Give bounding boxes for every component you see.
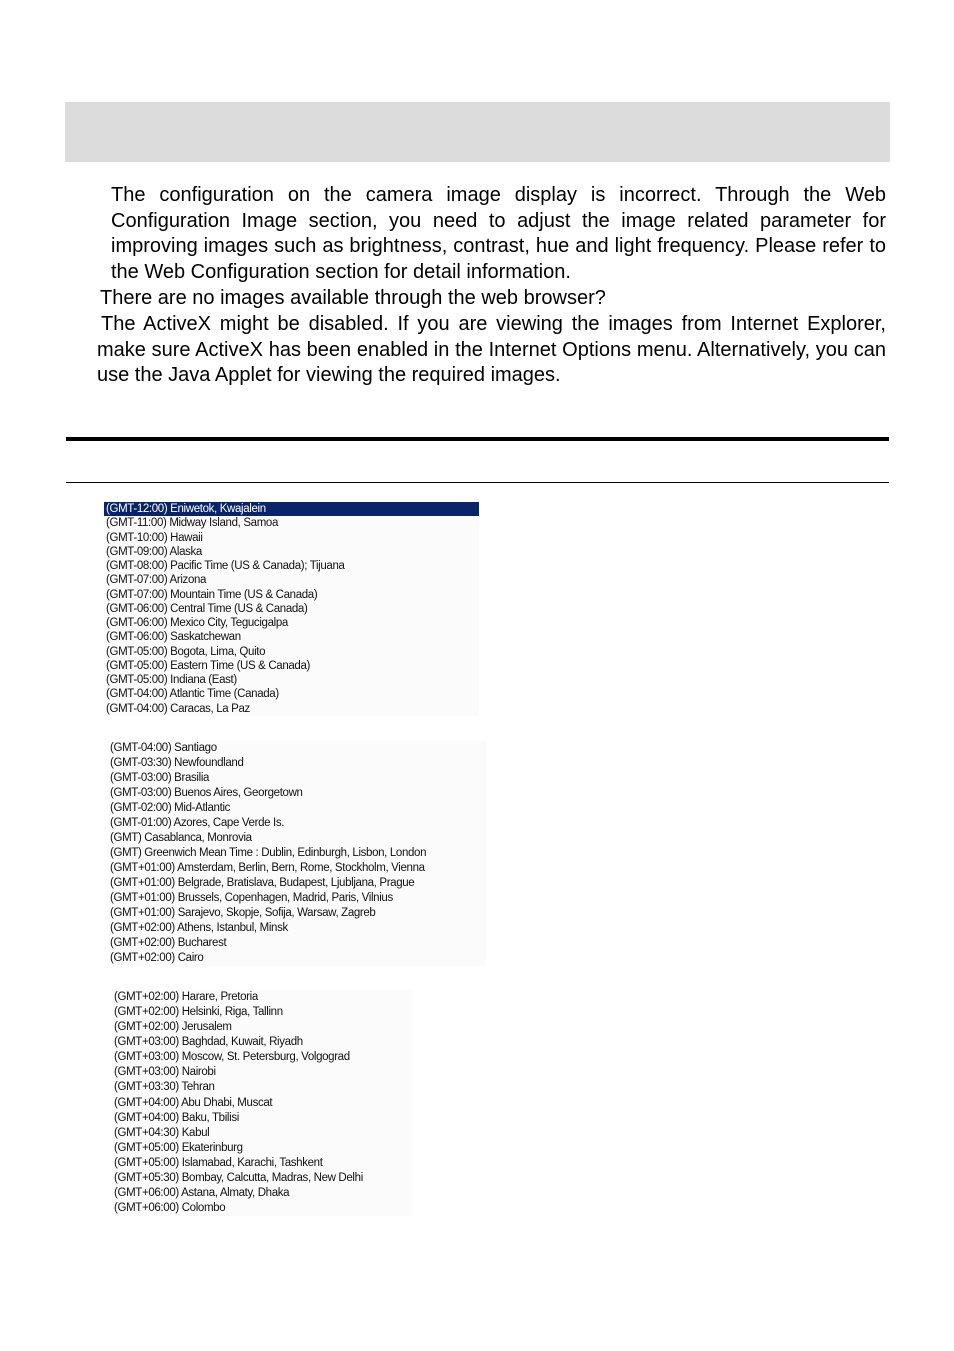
timezone-option[interactable]: (GMT-12:00) Eniwetok, Kwajalein bbox=[104, 502, 479, 516]
timezone-option[interactable]: (GMT-04:00) Santiago bbox=[110, 742, 217, 754]
timezone-option[interactable]: (GMT+01:00) Amsterdam, Berlin, Bern, Rome, Stockholm, Vienna bbox=[110, 862, 425, 874]
timezone-option[interactable]: (GMT-01:00) Azores, Cape Verde Is. bbox=[110, 817, 285, 829]
timezone-option[interactable]: (GMT-10:00) Hawaii bbox=[106, 531, 203, 544]
timezone-option[interactable]: (GMT+01:00) Brussels, Copenhagen, Madrid, Paris, Vilnius bbox=[110, 892, 393, 904]
timezone-option[interactable]: (GMT+01:00) Belgrade, Bratislava, Budapest, Ljubljana, Prague bbox=[110, 877, 415, 889]
paragraph-image-config: The configuration on the camera image display is incorrect. Through the Web Configuration Image section, you need to adjust the image related parameter for improving images such as brightness, contrast, hue and light frequency. Please refer to the Web Configuration section for detail information. bbox=[111, 184, 886, 284]
timezone-option[interactable]: (GMT+01:00) Sarajevo, Skopje, Sofija, Warsaw, Zagreb bbox=[110, 907, 376, 919]
timezone-option[interactable]: (GMT+06:00) Astana, Almaty, Dhaka bbox=[114, 1187, 290, 1200]
timezone-option[interactable]: (GMT) Greenwich Mean Time : Dublin, Edinburgh, Lisbon, London bbox=[110, 847, 427, 859]
timezone-list-2[interactable] bbox=[108, 741, 486, 966]
paragraph-question-no-images: There are no images available through the web browser? bbox=[100, 287, 606, 309]
timezone-option[interactable]: (GMT+02:00) Jerusalem bbox=[114, 1021, 232, 1034]
timezone-option[interactable]: (GMT-06:00) Saskatchewan bbox=[106, 631, 241, 644]
timezone-option[interactable]: (GMT+04:00) Baku, Tbilisi bbox=[114, 1111, 239, 1124]
timezone-option[interactable]: (GMT+02:00) Helsinki, Riga, Tallinn bbox=[114, 1006, 283, 1019]
timezone-option[interactable]: (GMT-05:00) Bogota, Lima, Quito bbox=[106, 645, 266, 658]
timezone-option[interactable]: (GMT-03:30) Newfoundland bbox=[110, 757, 244, 769]
timezone-option[interactable]: (GMT) Casablanca, Monrovia bbox=[110, 832, 252, 844]
timezone-option[interactable]: (GMT-07:00) Mountain Time (US & Canada) bbox=[106, 588, 318, 601]
timezone-option[interactable]: (GMT-03:00) Buenos Aires, Georgetown bbox=[110, 787, 303, 799]
timezone-option[interactable]: (GMT+05:00) Islamabad, Karachi, Tashkent bbox=[114, 1156, 323, 1169]
timezone-option[interactable]: (GMT+03:00) Baghdad, Kuwait, Riyadh bbox=[114, 1036, 303, 1049]
timezone-list-1[interactable] bbox=[104, 502, 479, 716]
timezone-option[interactable]: (GMT+06:00) Colombo bbox=[114, 1202, 226, 1215]
section-divider-thick bbox=[66, 437, 889, 441]
timezone-option[interactable]: (GMT-05:00) Indiana (East) bbox=[106, 674, 237, 686]
section-header-bar bbox=[65, 102, 890, 162]
timezone-option[interactable]: (GMT+02:00) Athens, Istanbul, Minsk bbox=[110, 922, 288, 934]
timezone-list-3[interactable] bbox=[112, 990, 412, 1216]
timezone-option[interactable]: (GMT-05:00) Eastern Time (US & Canada) bbox=[106, 659, 310, 672]
timezone-option[interactable]: (GMT-11:00) Midway Island, Samoa bbox=[106, 517, 279, 530]
timezone-option[interactable]: (GMT+04:00) Abu Dhabi, Muscat bbox=[114, 1096, 273, 1109]
timezone-option[interactable]: (GMT-04:00) Atlantic Time (Canada) bbox=[106, 688, 279, 701]
timezone-option[interactable]: (GMT+02:00) Harare, Pretoria bbox=[114, 991, 258, 1003]
timezone-option[interactable]: (GMT+05:30) Bombay, Calcutta, Madras, New Delhi bbox=[114, 1171, 363, 1184]
section-divider-thin bbox=[66, 482, 889, 483]
timezone-option[interactable]: (GMT-03:00) Brasilia bbox=[110, 772, 210, 784]
timezone-option[interactable]: (GMT+03:00) Nairobi bbox=[114, 1066, 216, 1079]
timezone-option[interactable]: (GMT-04:00) Caracas, La Paz bbox=[106, 702, 250, 715]
timezone-option[interactable]: (GMT+02:00) Cairo bbox=[110, 952, 204, 964]
timezone-option[interactable]: (GMT-06:00) Mexico City, Tegucigalpa bbox=[106, 617, 288, 629]
timezone-option[interactable]: (GMT-09:00) Alaska bbox=[106, 545, 202, 558]
timezone-option[interactable]: (GMT-06:00) Central Time (US & Canada) bbox=[106, 602, 308, 615]
timezone-option[interactable]: (GMT+04:30) Kabul bbox=[114, 1126, 210, 1139]
paragraph-activex-answer: The ActiveX might be disabled. If you are viewing the images from Internet Explorer, make sure ActiveX has been enabled in the Internet Options menu. Alternatively, you can use the Java Applet for viewing the required images. bbox=[97, 313, 886, 387]
timezone-option[interactable]: (GMT-07:00) Arizona bbox=[106, 574, 207, 587]
timezone-option[interactable]: (GMT+03:00) Moscow, St. Petersburg, Volgograd bbox=[114, 1051, 350, 1064]
timezone-option[interactable]: (GMT-08:00) Pacific Time (US & Canada); Tijuana bbox=[106, 560, 345, 572]
timezone-option[interactable]: (GMT+05:00) Ekaterinburg bbox=[114, 1141, 243, 1154]
timezone-option[interactable]: (GMT-02:00) Mid-Atlantic bbox=[110, 802, 231, 814]
timezone-option[interactable]: (GMT+02:00) Bucharest bbox=[110, 937, 227, 949]
timezone-option[interactable]: (GMT+03:30) Tehran bbox=[114, 1081, 215, 1094]
